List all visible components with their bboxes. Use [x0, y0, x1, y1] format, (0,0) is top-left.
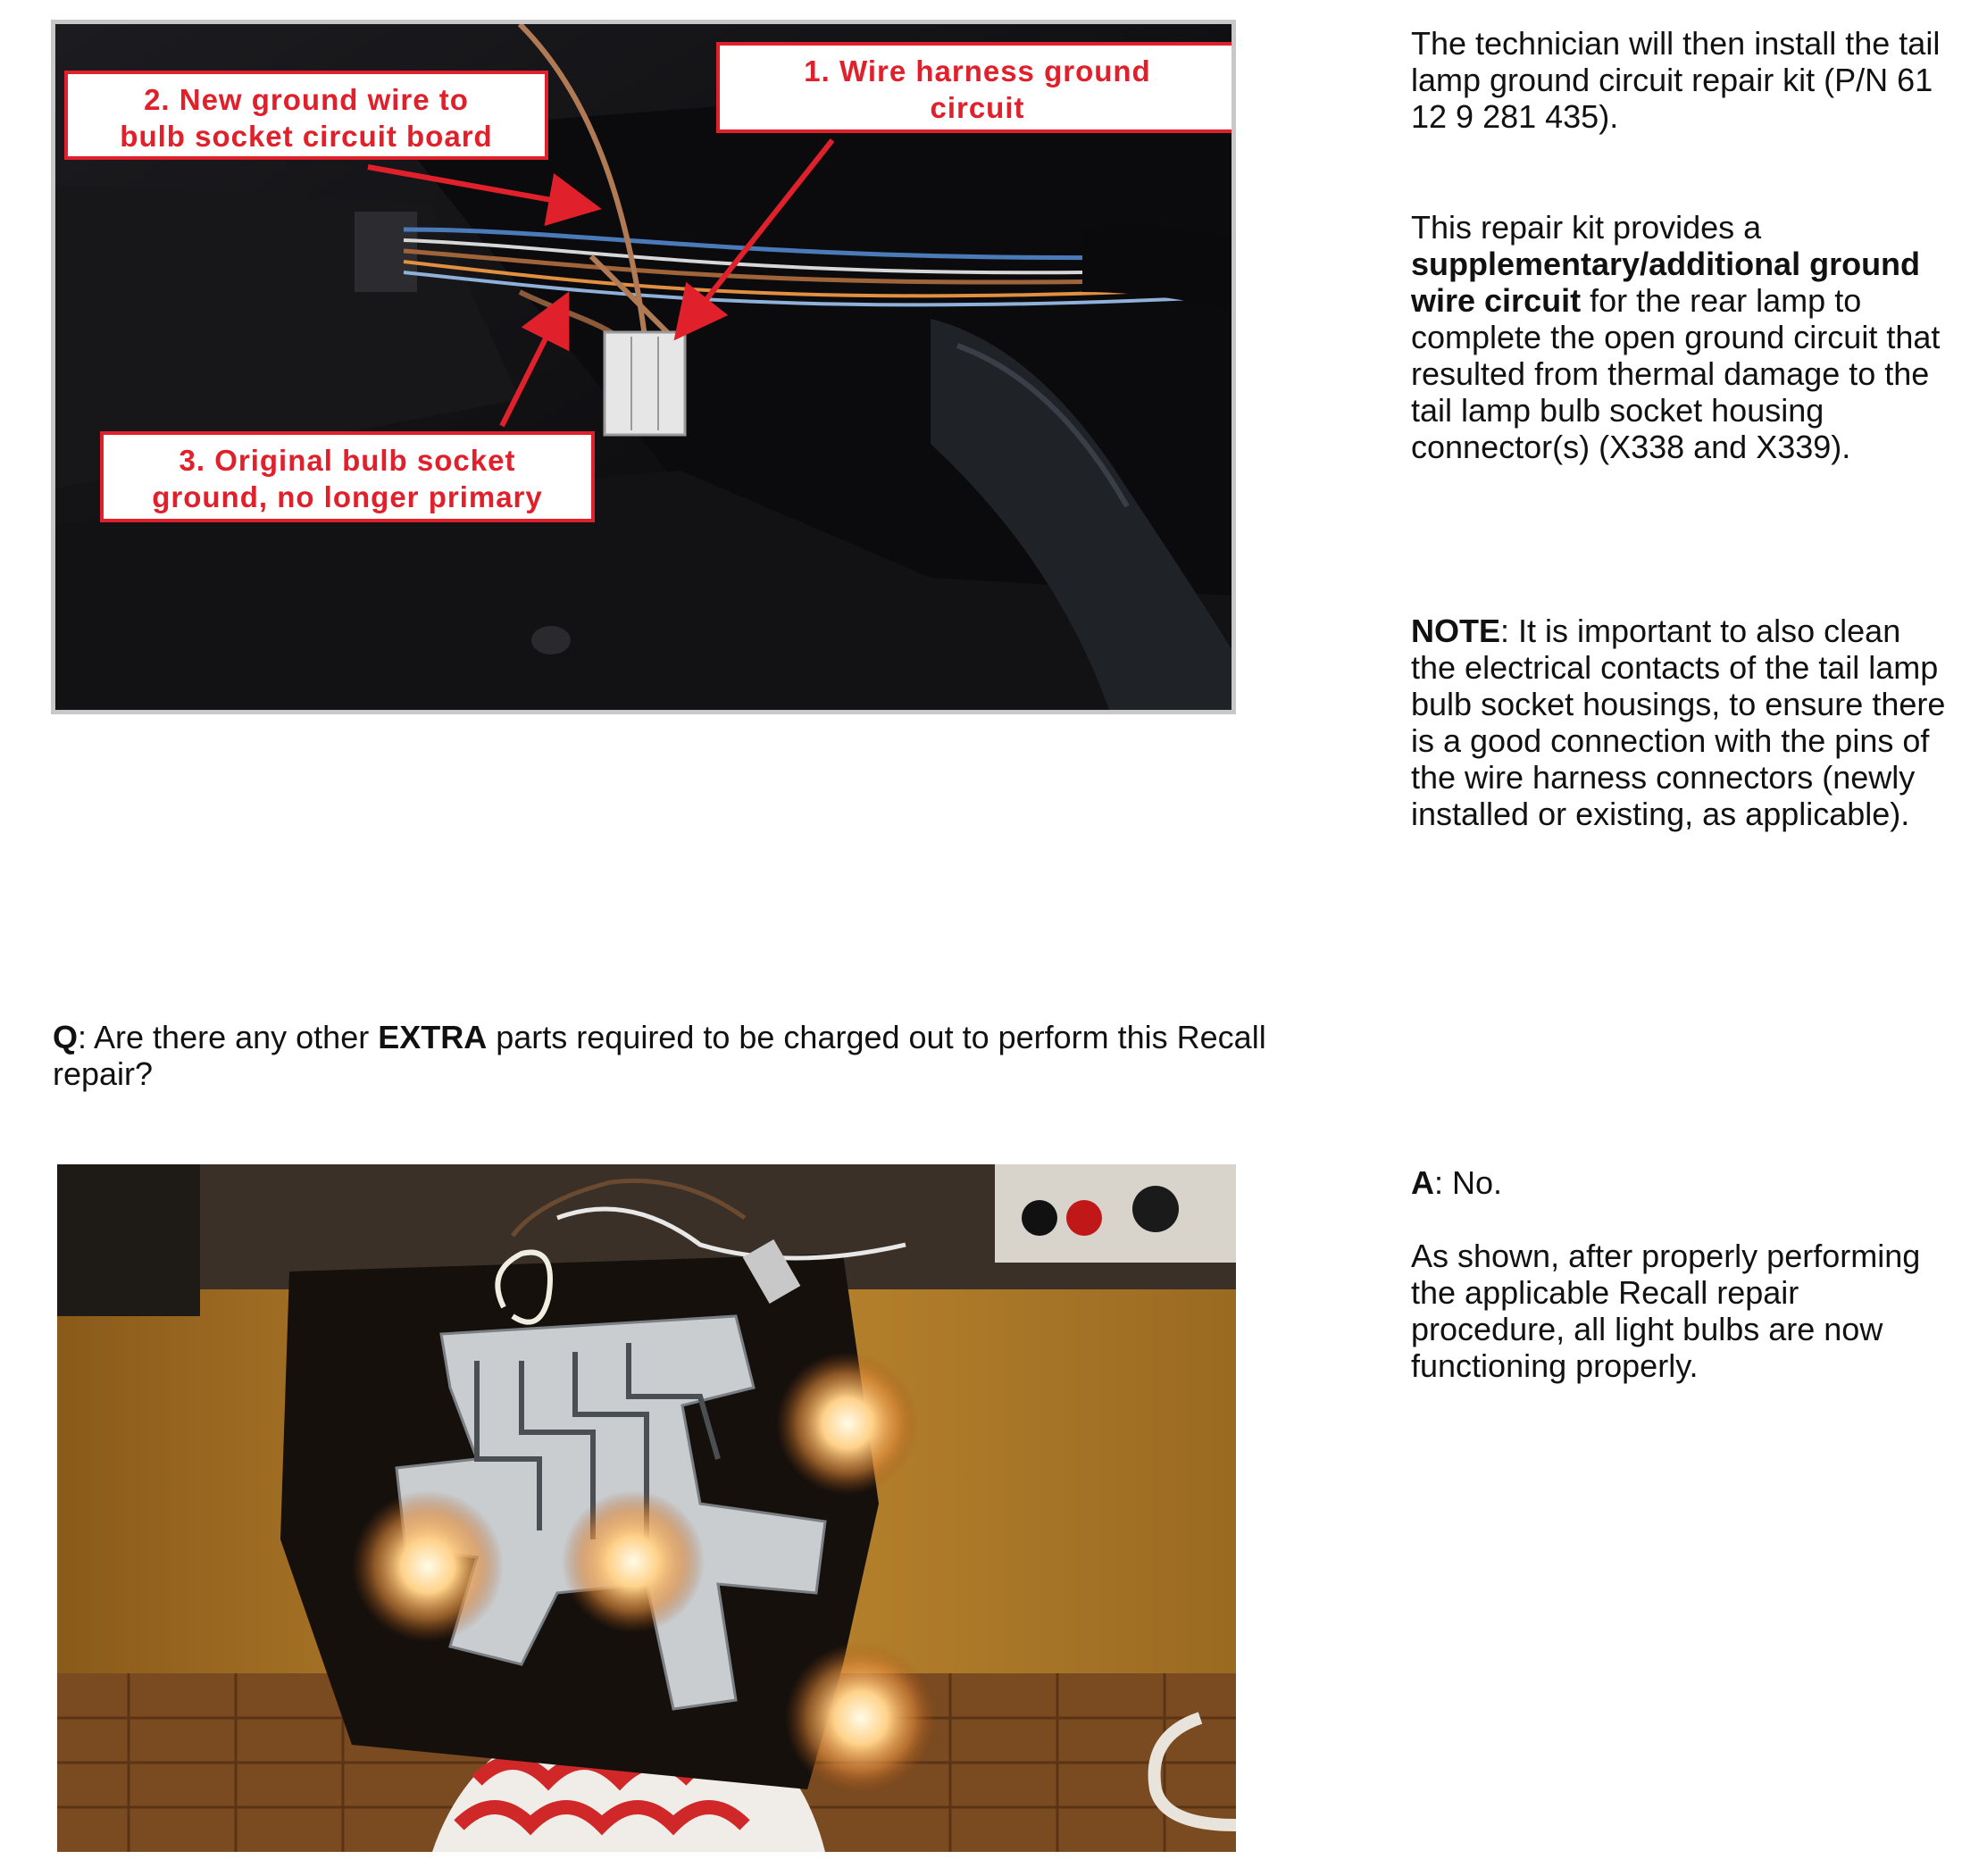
question-post: parts required to be charged out to perform this Recall repair?: [53, 1019, 1266, 1092]
answer-short: : No.: [1434, 1164, 1503, 1201]
callout-2-line-2: bulb socket circuit board: [120, 120, 493, 153]
photo-wire-harness: [51, 20, 1236, 714]
callout-3-line-1: 3. Original bulb socket: [179, 444, 516, 477]
callout-2-line-1: 2. New ground wire to: [144, 83, 469, 116]
callout-1-line-2: circuit: [930, 91, 1025, 124]
callout-new-ground-wire: [64, 71, 548, 160]
question-pre: : Are there any other: [78, 1019, 379, 1055]
callout-wire-harness-ground: [716, 42, 1236, 133]
tail-lamp-illustration: [57, 1164, 1236, 1852]
answer-label: A: [1411, 1164, 1434, 1201]
callout-original-ground: [100, 431, 595, 522]
question-bold: EXTRA: [378, 1019, 488, 1055]
callout-3-line-2: ground, no longer primary: [152, 480, 543, 513]
para-2-pre: This repair kit provides a: [1411, 209, 1762, 246]
callout-1-line-1: 1. Wire harness ground: [804, 54, 1151, 88]
paragraph-install-kit: The technician will then install the tail lamp ground circuit repair kit (P/N 61 12 9 281 435).: [1411, 25, 1941, 135]
para-2-bold: supplementary/additional ground wire circuit: [1411, 246, 1921, 319]
note-text: : It is important to also clean the electrical contacts of the tail lamp bulb socket housings, to ensure there is a good connection with the pins of the wire harness connectors (newly installed or existing, as applicable).: [1411, 613, 1946, 832]
para-2-post: for the rear lamp to complete the open ground circuit that resulted from thermal damage to the tail lamp bulb socket housing connector(s) (X338 and X339).: [1411, 282, 1941, 465]
note-label: NOTE: [1411, 613, 1501, 649]
paragraph-result: As shown, after properly performing the applicable Recall repair procedure, all light bulbs are now functioning properly.: [1411, 1238, 1921, 1384]
paragraph-repair-kit: [1411, 209, 1947, 465]
question-text: [53, 1019, 1303, 1092]
photo-tail-lamp-working: [57, 1164, 1236, 1852]
question-label: Q: [53, 1019, 79, 1055]
answer-text: [1411, 1164, 1947, 1201]
paragraph-note: [1411, 613, 1947, 832]
